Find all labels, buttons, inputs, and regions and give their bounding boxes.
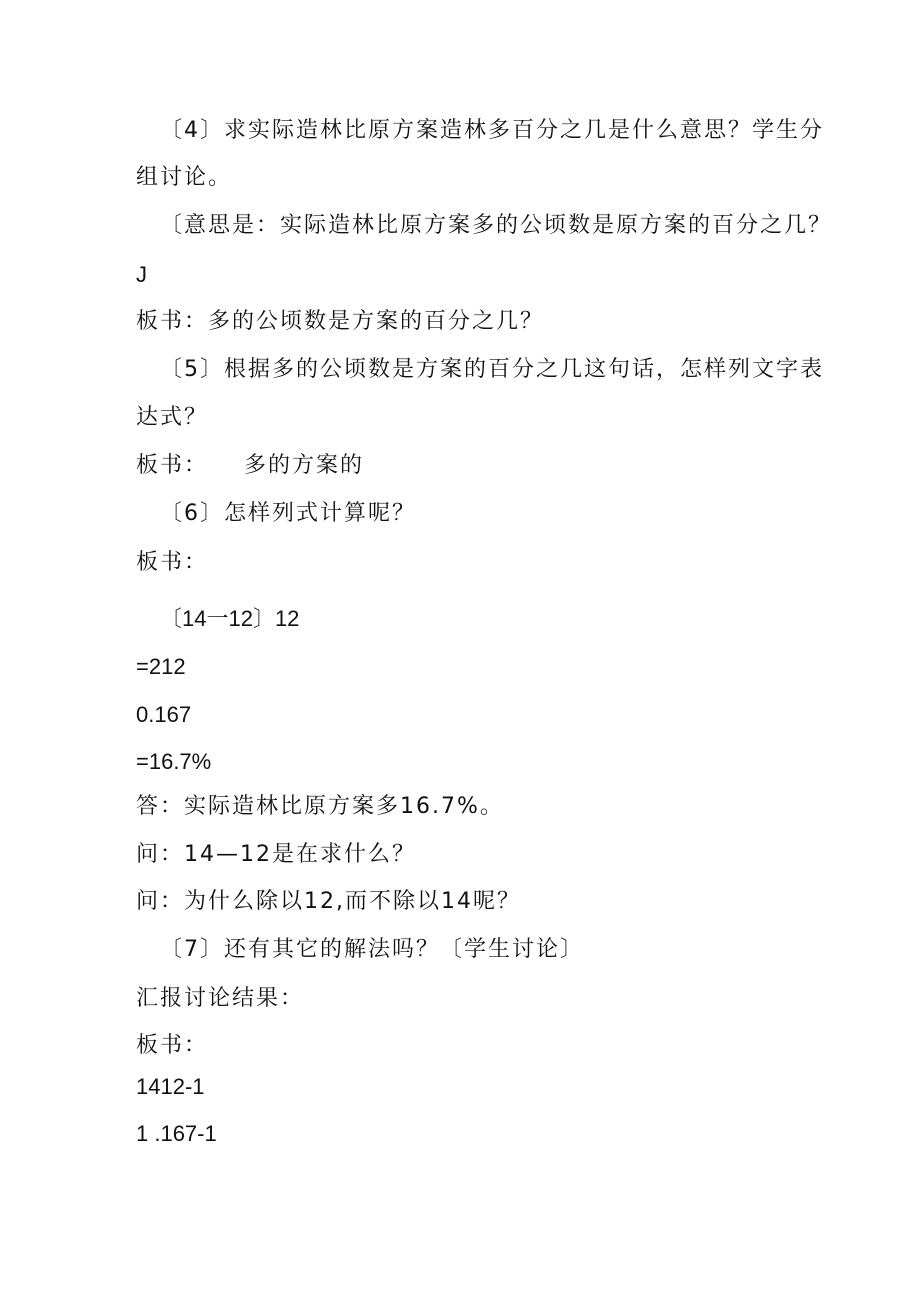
calculation-line-3: 0.167 [136, 702, 192, 727]
board-note-4-label: 板书： [136, 1033, 209, 1058]
calculation-line-2: =212 [136, 654, 186, 679]
question-5-line-1: 〔5〕根据多的公顷数是方案的百分之几这句话，怎样列文字表 [160, 357, 824, 382]
alt-calculation-line-2: 1 .167-1 [136, 1121, 217, 1146]
report-results-line: 汇报讨论结果： [136, 986, 305, 1011]
board-note-1: 板书：多的公顷数是方案的百分之几？ [136, 309, 545, 334]
answer-line: 答：实际造林比原方案多16.7%。 [136, 794, 504, 819]
calculation-line-1: 〔14一12〕12 [160, 606, 300, 631]
question-line-b: 问：为什么除以12,而不除以14呢？ [136, 889, 521, 914]
question-6: 〔6〕怎样列式计算呢？ [160, 501, 416, 526]
question-4-line-2: 组讨论。 [136, 165, 233, 190]
board-note-2-expression: 多的方案的 [244, 453, 365, 478]
question-line-a: 问：14—12是在求什么？ [136, 842, 416, 867]
calculation-line-4: =16.7% [136, 749, 212, 774]
meaning-explanation: 〔意思是：实际造林比原方案多的公顷数是原方案的百分之几？ [160, 213, 833, 238]
board-note-2-label: 板书： [136, 453, 209, 478]
question-4-line-1: 〔4〕求实际造林比原方案造林多百分之几是什么意思？学生分 [160, 118, 824, 143]
alt-calculation-line-1: 1412-1 [136, 1074, 205, 1099]
stray-character: J [136, 262, 147, 287]
question-5-line-2: 达式？ [136, 405, 209, 430]
board-note-3-label: 板书： [136, 550, 209, 575]
question-7: 〔7〕还有其它的解法吗？〔学生讨论〕 [160, 937, 584, 962]
